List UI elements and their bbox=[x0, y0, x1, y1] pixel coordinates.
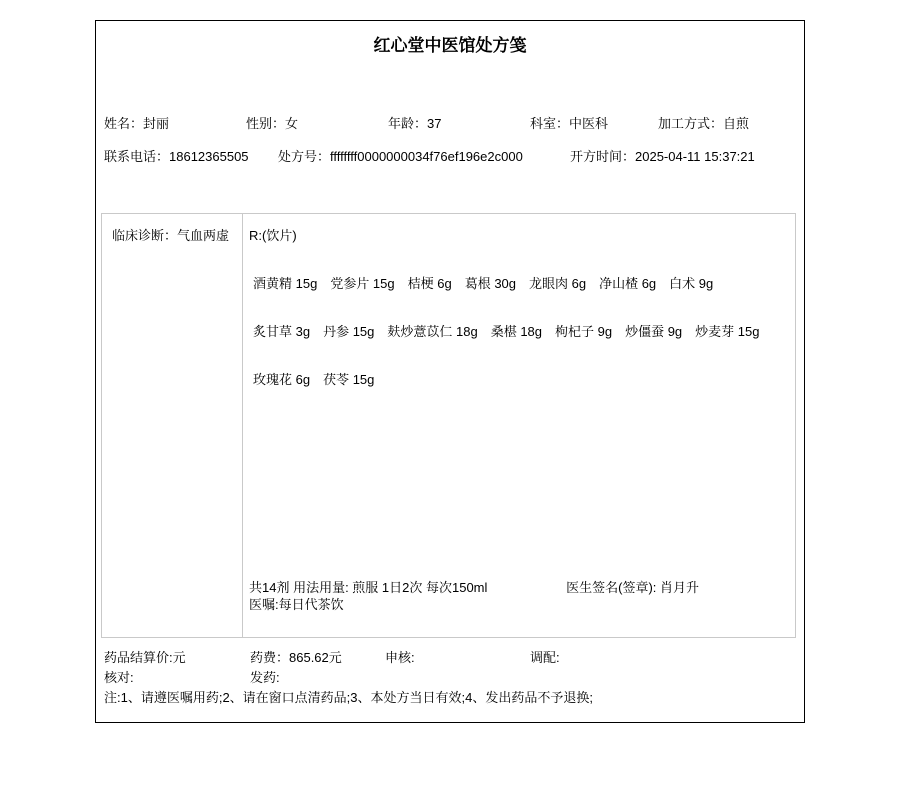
herb-item: 丹参 15g bbox=[323, 324, 375, 339]
medicine-fee: 药费：865.62元 bbox=[250, 650, 342, 665]
contact-phone: 联系电话：18612365505 bbox=[104, 149, 249, 164]
patient-age: 年龄：37 bbox=[388, 116, 442, 131]
herb-item: 葛根 30g bbox=[464, 276, 517, 291]
page-title: 红心堂中医馆处方笺 bbox=[373, 36, 527, 55]
prescription-sheet bbox=[95, 20, 805, 723]
medical-advice: 医嘱:每日代茶饮 bbox=[249, 597, 344, 612]
review-field: 申核: bbox=[385, 650, 415, 665]
prescription-box bbox=[101, 213, 796, 638]
herb-item: 酒黄精 15g bbox=[253, 276, 318, 291]
usage-notes: 注:1、请遵医嘱用药;2、请在窗口点清药品;3、本处方当日有效;4、发出药品不予退换; bbox=[104, 690, 593, 705]
patient-name: 姓名：封丽 bbox=[104, 116, 170, 131]
herb-item: 炙甘草 3g bbox=[253, 324, 311, 339]
herb-item: 白术 9g bbox=[669, 276, 714, 291]
herb-item: 桔梗 6g bbox=[407, 276, 452, 291]
rx-header: R:(饮片) bbox=[249, 228, 297, 243]
department: 科室：中医科 bbox=[530, 116, 609, 131]
herb-item: 麸炒薏苡仁 18g bbox=[387, 324, 478, 339]
dispense-field: 发药: bbox=[250, 670, 280, 685]
prepare-field: 调配: bbox=[530, 650, 560, 665]
prescription-meta-row bbox=[96, 148, 804, 165]
prescription-datetime: 开方时间：2025-04-11 15:37:21 bbox=[570, 149, 755, 164]
herb-item: 龙眼肉 6g bbox=[529, 276, 587, 291]
herb-item: 玫瑰花 6g bbox=[253, 372, 311, 387]
dosage-usage: 共14剂 用法用量: 煎服 1日2次 每次150ml bbox=[249, 580, 488, 595]
herb-item: 炒僵蚕 9g bbox=[625, 324, 683, 339]
patient-gender: 性别：女 bbox=[246, 116, 299, 131]
prescription-number: 处方号：ffffffff0000000034f76ef196e2c000 bbox=[278, 149, 523, 164]
herb-item: 茯苓 15g bbox=[323, 372, 375, 387]
check-field: 核对: bbox=[104, 670, 134, 685]
clinical-diagnosis: 临床诊断：气血两虚 bbox=[102, 214, 243, 637]
processing-method: 加工方式：自煎 bbox=[658, 116, 750, 131]
pricing-row bbox=[96, 649, 804, 666]
herb-item: 净山楂 6g bbox=[599, 276, 657, 291]
verify-row bbox=[96, 669, 804, 686]
doctor-signature: 医生签名(签章): 肖月升 bbox=[566, 580, 699, 595]
patient-info-row bbox=[96, 115, 804, 132]
usage-row bbox=[249, 579, 795, 596]
herb-item: 枸杞子 9g bbox=[555, 324, 613, 339]
settlement-price: 药品结算价:元 bbox=[104, 650, 186, 665]
rx-content-area bbox=[243, 214, 795, 637]
herb-line-3 bbox=[249, 371, 795, 388]
herb-item: 炒麦芽 15g bbox=[695, 324, 760, 339]
herb-line-2 bbox=[249, 323, 795, 340]
herb-item: 党参片 15g bbox=[330, 276, 395, 291]
herb-line-1 bbox=[249, 275, 795, 292]
rx-footer bbox=[249, 579, 795, 613]
herb-item: 桑椹 18g bbox=[490, 324, 543, 339]
